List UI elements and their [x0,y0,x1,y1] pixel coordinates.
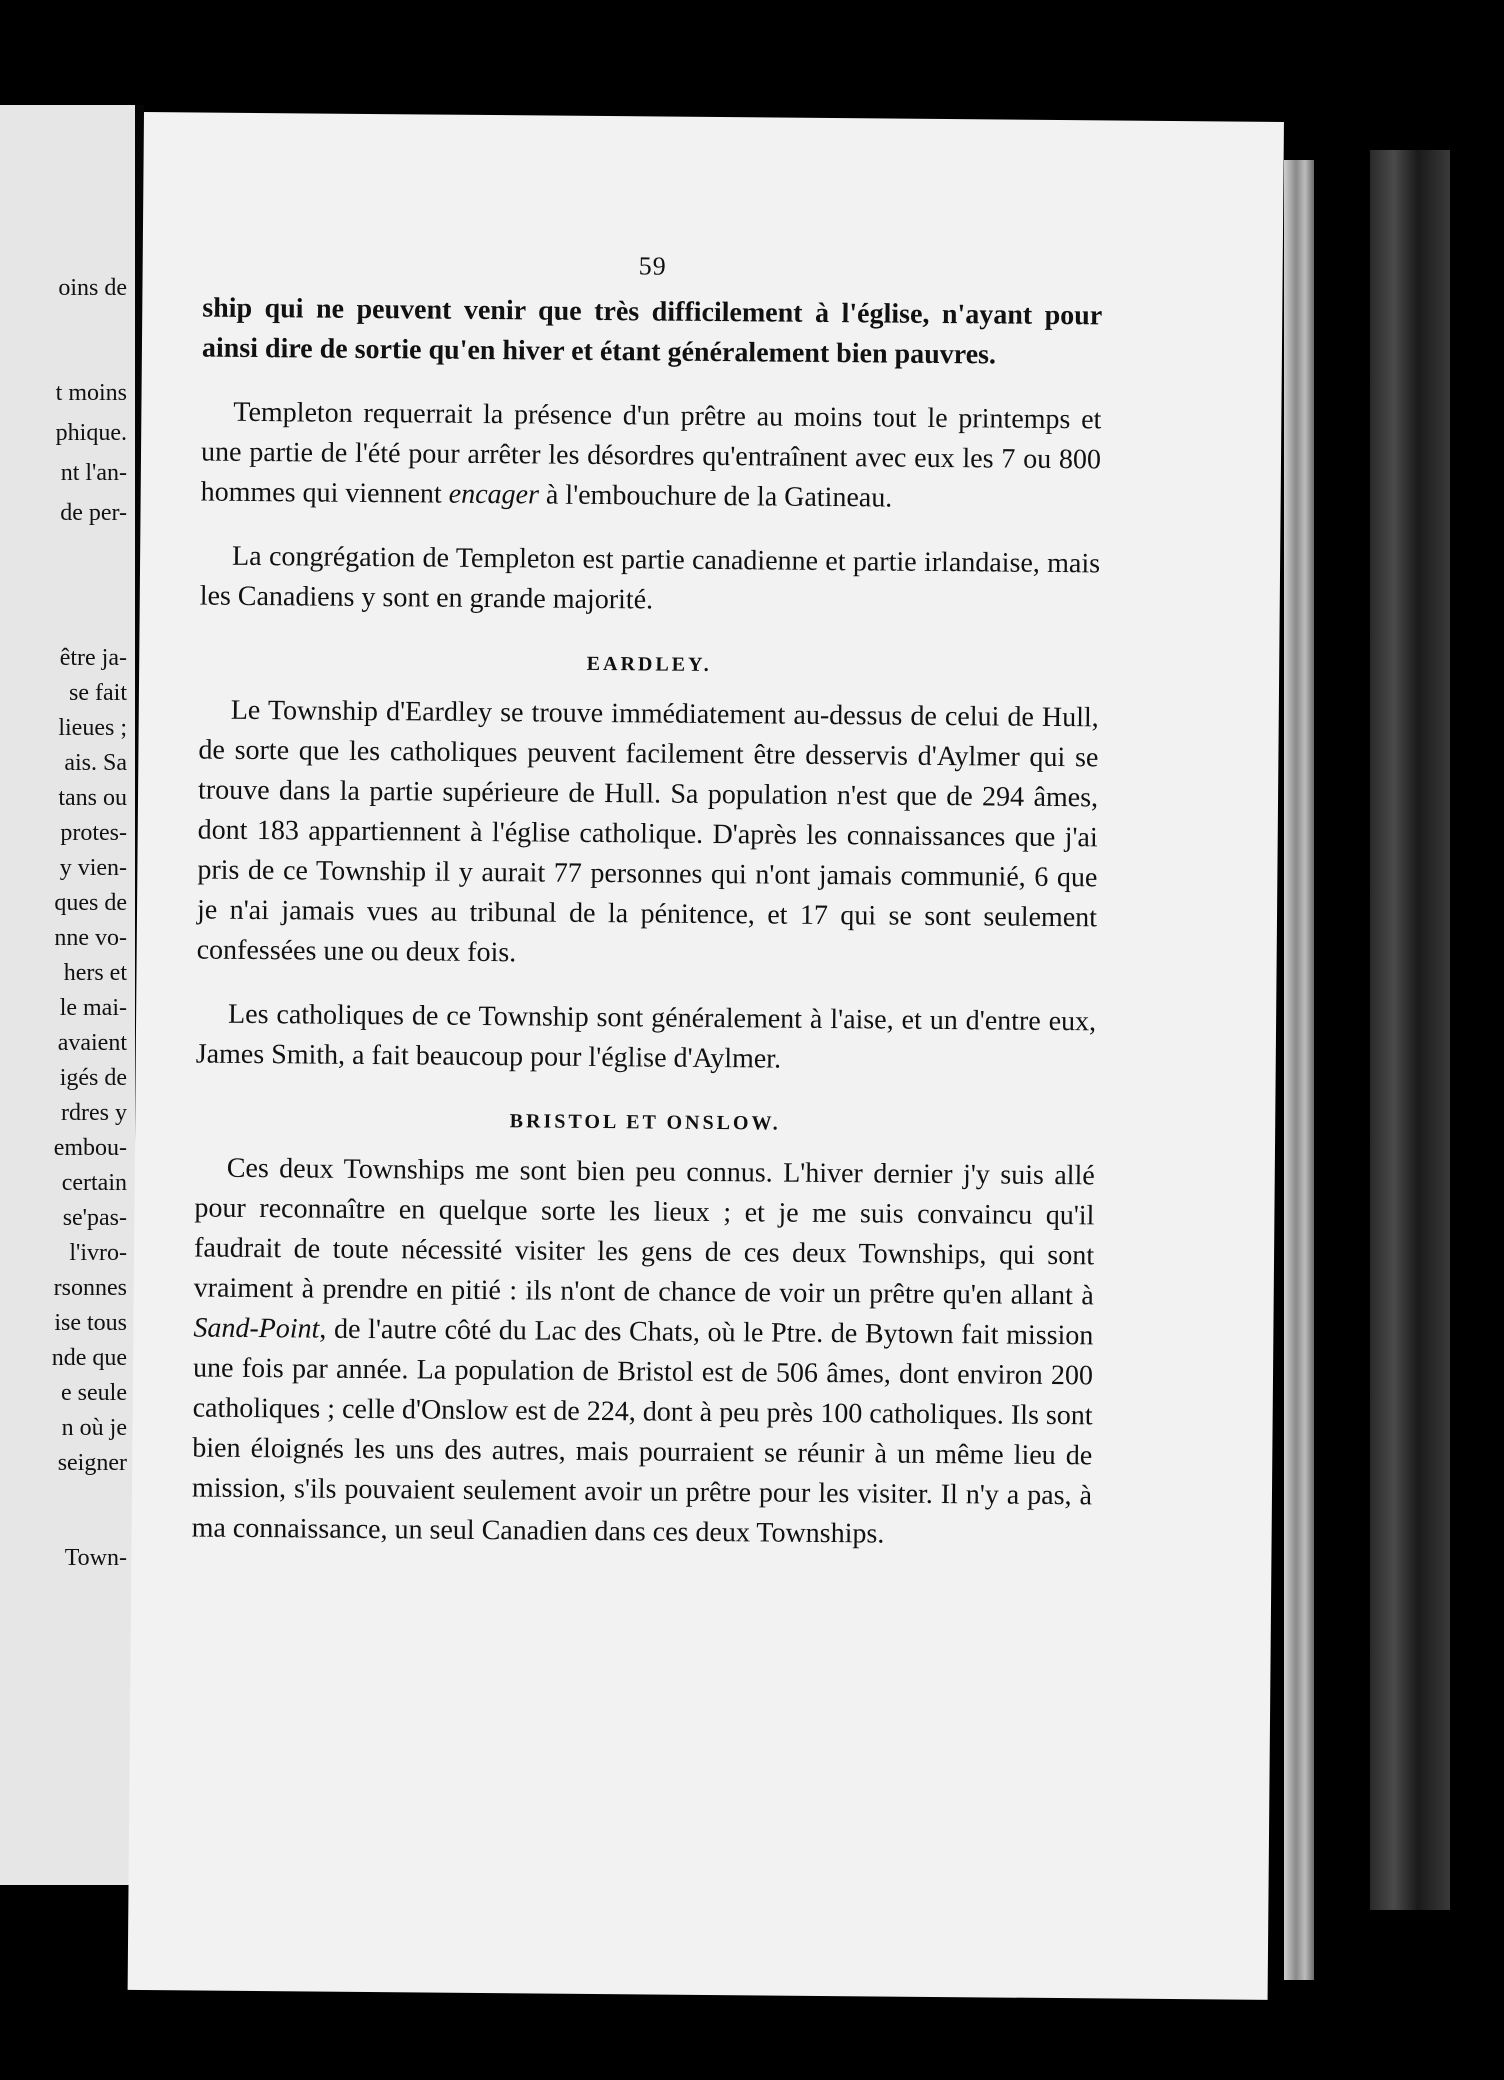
left-page-fragment: seigner [57,1450,127,1476]
paragraph-text: La congrégation de Templeton est partie canadienne et partie irlandaise, mais les Canadiens y sont en grande majorité. [199,540,1101,616]
paragraph-continuation [202,289,1103,377]
paragraph-bristol [191,1148,1094,1556]
paragraph-text: Ces deux Townships me sont bien peu connus. L'hiver dernier j'y suis allé pour reconnaître en quelque sorte les lieux ; et je me suis convaincu qu'il faudrait de toute nécessité visiter les gens de ces deux Townships, qui sont vraiment à prendre en pitié : ils n'ont de chance de voir un prêtre qu'en allant à [193,1152,1095,1312]
page-number: 59 [638,251,667,281]
left-page-fragment: hers et [63,960,127,986]
left-page-fragment: nde que [51,1345,127,1371]
page-edges [1284,160,1314,1980]
left-page-fragment: ise tous [54,1310,127,1336]
left-page-fragment: tans ou [58,785,127,811]
left-page-fragment: rsonnes [53,1275,127,1301]
left-page-fragment: n où je [61,1415,127,1441]
left-page-fragment: nt l'an- [60,460,127,486]
paragraph-templeton [201,393,1102,521]
left-page-fragment: phique. [55,420,127,446]
left-page-fragment: ques de [54,890,127,916]
left-page-fragment: l'ivro- [69,1240,127,1266]
left-page-fragment: y vien- [59,855,127,881]
left-page-fragment: igés de [59,1065,127,1091]
left-page-fragment: de per- [60,500,127,526]
left-page-fragment: oins de [58,275,127,301]
paragraph-eardley [197,691,1099,979]
paragraph-text: Templeton requerrait la présence d'un prêtre au moins tout le printemps et une partie de l'été pour arrêter les désordres qu'entraînent avec eux les 7 ou 800 hommes qui viennent [200,396,1102,510]
page-content [191,243,1103,1581]
paragraph-text: Le Township d'Eardley se trouve immédiatement au-dessus de celui de Hull, de sorte que les catholiques peuvent facilement être desservis d'Aylmer qui se trouve dans la partie supérieure de Hull. Sa population n'est que de 294 âmes, dont 183 appartiennent à l'église catholique. D'après les connaissances que j'ai pris de ce Township il y aurait 77 personnes qui n'ont jamais communié, 6 que je n'ai jamais vues au tribunal de la pénitence, et 17 qui se sont seulement confessées une ou deux fois. [196,694,1099,969]
left-page-fragment: se'pas- [62,1205,127,1231]
paragraph-catholiques [196,994,1097,1082]
paragraph-text: , de l'autre côté du Lac des Chats, où le Ptre. de Bytown fait mission une fois par année. La population de Bristol est de 506 âmes, dont environ 200 catholiques ; celle d'Onslow est de 224, dont à peu près 100 catholiques. Ils sont bien éloignés les uns des autres, mais pourraient se réunir à un même lieu de mission, s'ils pouvaient seulement avoir un prêtre pour les visiter. Il n'y a pas, à ma connaissance, un seul Canadien dans ces deux Townships. [191,1313,1094,1550]
section-heading-bristol: BRISTOL ET ONSLOW. [509,1110,781,1135]
right-page [128,112,1284,2000]
paragraph-text: à l'embouchure de la Gatineau. [538,479,893,514]
left-page-fragment: être ja- [59,645,127,671]
book-cover-edge [1370,150,1450,1910]
left-page-fragment: protes- [60,820,127,846]
italic-place: Sand-Point [193,1312,320,1345]
left-page-fragment: avaient [57,1030,127,1056]
left-page-fragment: embou- [53,1135,127,1161]
left-page-fragment: e seule [61,1380,127,1406]
left-page-fragment: ais. Sa [64,750,127,776]
left-page [0,105,135,1885]
left-page-fragment: Town- [64,1545,127,1571]
section-heading-eardley: EARDLEY. [586,652,712,676]
paragraph-text: Les catholiques de ce Township sont généralement à l'aise, et un d'entre eux, James Smith, a fait beaucoup pour l'église d'Aylmer. [195,998,1097,1075]
paragraph-text: ship qui ne peuvent venir que très difficilement à l'église, n'ayant pour ainsi dire de sortie qu'en hiver et étant généralement bien pauvres. [201,292,1103,371]
left-page-fragment: le mai- [59,995,127,1021]
italic-word: encager [448,478,540,511]
left-page-fragment: lieues ; [58,715,127,741]
left-page-fragment: se fait [69,680,127,706]
left-page-fragment: rdres y [61,1100,127,1126]
paragraph-congregation [200,537,1101,625]
left-page-fragment: t moins [55,380,127,406]
left-page-fragment: nne vo- [54,925,127,951]
left-page-fragment: certain [61,1170,127,1196]
